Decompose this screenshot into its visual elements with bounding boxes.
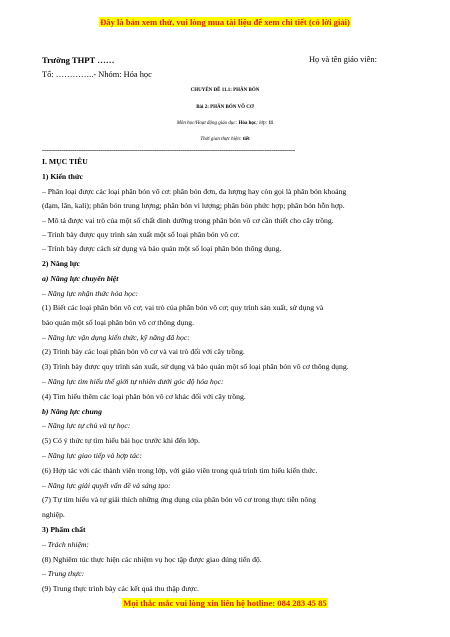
grade-prefix: ; lớp:	[256, 121, 269, 126]
subject-value: Hóa học	[238, 121, 257, 126]
school-name: Trường THPT ……	[42, 55, 115, 65]
subject-line	[0, 119, 450, 129]
body-text-line: (8) Nghiêm túc thực hiện các nhiệm vụ học tập được giao đúng tiến độ.	[42, 555, 262, 564]
section-heading: – Trách nhiệm:	[42, 540, 89, 549]
subject-prefix: Môn học/Hoạt động giáo dục:	[176, 121, 239, 126]
body-text-line: (5) Có ý thức tự tìm hiểu bài học trước khi đến lớp.	[42, 436, 200, 445]
section-heading: – Năng lực nhận thức hóa học:	[42, 289, 138, 298]
section-heading: a) Năng lực chuyên biệt	[42, 274, 119, 283]
section-heading: – Năng lực giải quyết vấn đề và sáng tạo:	[42, 481, 171, 490]
body-text-line: (7) Tự tìm hiểu và tự giải thích những ứng dụng của phân bón vô cơ trong thực tiễn nông	[42, 495, 316, 504]
body-text-line: bảo quản một số loại phân bón vô cơ thông dụng.	[42, 318, 195, 327]
body-text-line: (3) Trình bày được quy trình sản xuất, sử dụng và bảo quản một số loại phân bón vô cơ thông dụng.	[42, 362, 349, 371]
time-line	[0, 135, 450, 145]
body-text-line: (6) Hợp tác với các thành viên trong lớp, với giáo viên trong quá trình tìm hiểu kiến thức.	[42, 466, 318, 475]
body-text-line: (4) Tìm hiểu thêm các loại phân bón vô cơ khác đối với cây trồng.	[42, 392, 246, 401]
body-text-line: – Trình bày được quy trình sản xuất một số loại phân bón vô cơ.	[42, 230, 240, 239]
body-text-line: – Trình bày được cách sử dụng và bảo quản một số loại phân bón thông dụng.	[42, 244, 282, 253]
section-heading: – Năng lực vận dụng kiến thức, kỹ năng đã học:	[42, 333, 190, 342]
section-heading: – Năng lực tự chủ và tự học:	[42, 421, 131, 430]
body-text-line: (1) Biết các loại phân bón vô cơ; vai trò của phân bón vô cơ; quy trình sản xuất, sử dụng và	[42, 303, 324, 312]
hotline-banner	[0, 598, 450, 609]
team-label: Tổ: …………..- Nhóm: Hóa học	[42, 70, 152, 79]
grade-value: 11	[268, 121, 274, 126]
section-heading: – Trung thực:	[42, 569, 85, 578]
body-text-line: – Phân loại được các loại phân bón vô cơ: phân bón đơn, đa lượng hay còn gọi là phân bón khoáng	[42, 187, 347, 196]
section-heading: – Năng lực tìm hiểu thế giới tự nhiên dưới góc độ hóa học:	[42, 377, 224, 386]
teacher-name-label: Họ và tên giáo viên:	[309, 55, 377, 64]
section-heading: I. MỤC TIÊU	[42, 157, 88, 166]
section-heading: 3) Phẩm chất	[42, 525, 86, 534]
lesson-title: Bài 2: PHÂN BÓN VÔ CƠ	[196, 105, 254, 110]
body-text-line: (9) Trung thực trình bày các kết quả thu thập được.	[42, 584, 199, 593]
preview-notice-text: Đây là bản xem thử, vui lòng mua tài liệu để xem chi tiết (có lời giải)	[100, 17, 350, 27]
body-text-line: nghiệp.	[42, 510, 65, 519]
divider-line: ---------------------------------------------------------------------------------------------------------------------	[42, 145, 295, 154]
hotline-text: Mọi thắc mắc vui lòng xin liên hệ hotline: 084 283 45 85	[123, 598, 327, 608]
preview-notice-banner	[0, 17, 450, 28]
time-value: tiết	[242, 137, 250, 142]
section-heading: 1) Kiến thức	[42, 172, 83, 181]
time-prefix: Thời gian thực hiện:	[200, 137, 243, 142]
section-heading: b) Năng lực chung	[42, 407, 102, 416]
topic-title: CHUYÊN ĐỀ 11.1: PHÂN BÓN	[190, 88, 260, 93]
body-text-line: (đạm, lân, kali); phân bón trung lượng; phân bón vi lượng; phân bón phức hợp; phân bón hỗn hợp.	[42, 201, 345, 210]
body-text-line: – Mô tả được vai trò của một số chất dinh dưỡng trong phân bón vô cơ cần thiết cho cây trồng.	[42, 216, 334, 225]
body-text-line: (2) Trình bày các loại phân bón vô cơ và vai trò đối với cây trồng.	[42, 347, 245, 356]
section-heading: – Năng lực giao tiếp và hợp tác:	[42, 451, 142, 460]
section-heading: 2) Năng lực	[42, 259, 80, 268]
